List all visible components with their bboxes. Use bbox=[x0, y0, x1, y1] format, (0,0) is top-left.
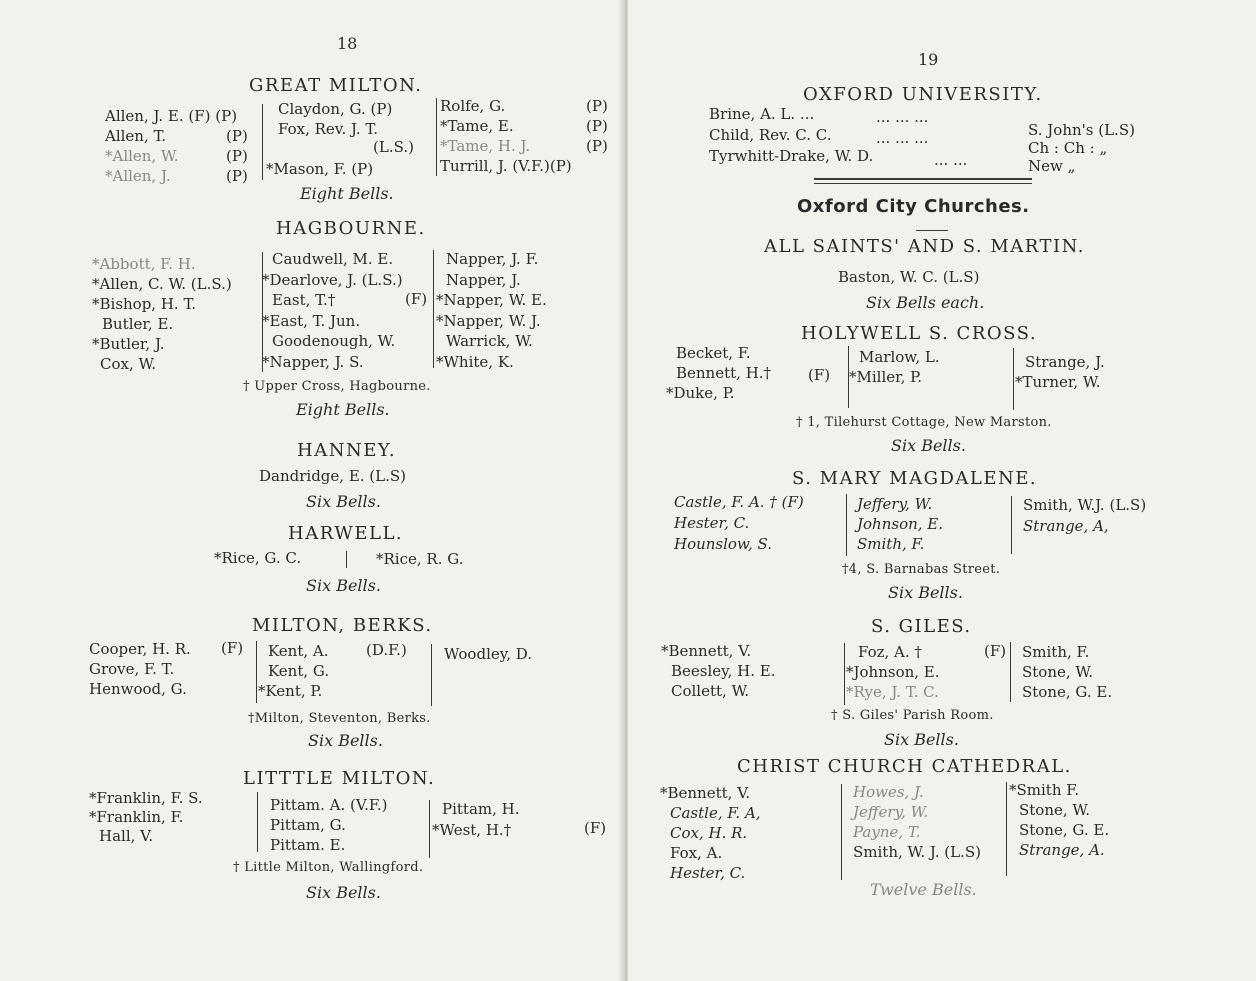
mark: (F) bbox=[984, 642, 1007, 660]
name-entry: *Abbott, F. H. bbox=[92, 255, 196, 273]
column-rule bbox=[256, 641, 257, 703]
name-entry: Caudwell, M. E. bbox=[272, 250, 394, 268]
name-entry: Stone, W. bbox=[1019, 801, 1090, 819]
divider bbox=[814, 183, 1032, 184]
name-entry: Pittam, G. bbox=[270, 816, 346, 834]
name-entry: Collett, W. bbox=[671, 682, 750, 700]
name-entry: Cox, H. R. bbox=[670, 824, 748, 842]
name-entry: *Kent, P. bbox=[258, 682, 323, 700]
page-number: 19 bbox=[918, 50, 939, 69]
little-milton-col2 bbox=[270, 795, 388, 855]
footnote: † S. Giles' Parish Room. bbox=[831, 708, 994, 723]
column-rule bbox=[841, 784, 842, 880]
leader-dots: ... ... ... bbox=[876, 108, 929, 126]
name-entry: Cox, W. bbox=[100, 355, 157, 373]
name-entry: *Rice, G. C. bbox=[214, 549, 302, 567]
section-heading-christ-church: CHRIST CHURCH CATHEDRAL. bbox=[737, 756, 1072, 777]
hagbourne-col1 bbox=[92, 254, 232, 374]
bells-note: Eight Bells. bbox=[300, 184, 394, 203]
name-entry: *Allen, C. W. (L.S.) bbox=[92, 275, 232, 293]
name-entry: Hall, V. bbox=[99, 827, 154, 845]
name-entry: Smith, F. bbox=[857, 535, 925, 553]
little-milton-col3 bbox=[432, 799, 520, 841]
name-entry: Becket, F. bbox=[676, 344, 751, 362]
college-entry: New „ bbox=[1028, 157, 1076, 175]
name-entry: *Johnson, E. bbox=[846, 663, 940, 681]
bells-note: Six Bells. bbox=[306, 576, 381, 595]
column-rule bbox=[1013, 348, 1014, 410]
giles-col2 bbox=[846, 642, 940, 702]
christ-church-col1 bbox=[660, 783, 761, 883]
name-entry: Kent, G. bbox=[268, 662, 330, 680]
name-entry: *Dearlove, J. (L.S.) bbox=[262, 270, 403, 289]
footnote: † 1, Tilehurst Cottage, New Marston. bbox=[796, 415, 1052, 430]
name-entry: Jeffery, W. bbox=[857, 495, 933, 513]
bells-note: Six Bells. bbox=[891, 436, 966, 455]
section-heading-little-milton: LITTTLE MILTON. bbox=[243, 768, 436, 789]
column-rule bbox=[429, 800, 430, 858]
christ-church-col3 bbox=[1009, 780, 1109, 860]
name-entry: *Tame, E. bbox=[440, 117, 514, 135]
leader-dots: ... ... ... bbox=[876, 129, 929, 147]
name-entry: *Napper, W. J. bbox=[436, 311, 541, 330]
little-milton-col1 bbox=[89, 789, 203, 846]
name-entry: East, T.† bbox=[272, 291, 336, 309]
college-entry: Ch : Ch : „ bbox=[1028, 139, 1108, 157]
name-entry: Goodenough, W. bbox=[272, 332, 396, 350]
page-number: 18 bbox=[337, 34, 358, 53]
name-entry: *Franklin, F. S. bbox=[89, 789, 203, 807]
name-entry: Stone, G. E. bbox=[1022, 683, 1113, 701]
name-entry: *Allen, J. bbox=[105, 167, 171, 185]
column-rule bbox=[431, 644, 432, 706]
name-entry: Henwood, G. bbox=[89, 680, 187, 698]
column-rule bbox=[1010, 642, 1011, 702]
mark: (P) bbox=[586, 117, 608, 135]
column-rule bbox=[844, 643, 845, 705]
subtitle-oxford-city-churches: Oxford City Churches. bbox=[797, 196, 1030, 217]
name-entry: Marlow, L. bbox=[859, 348, 940, 366]
great-milton-col3-marks bbox=[586, 96, 608, 156]
christ-church-col2 bbox=[853, 782, 981, 862]
name-entry: *Bennett, V. bbox=[660, 784, 751, 802]
footnote: †Milton, Steventon, Berks. bbox=[248, 711, 431, 726]
mark: (P) bbox=[586, 137, 608, 155]
name-entry: *Miller, P. bbox=[849, 368, 923, 386]
milton-berks-col1 bbox=[89, 639, 191, 699]
name-entry: Johnson, E. bbox=[857, 515, 944, 533]
column-rule bbox=[846, 494, 847, 556]
name-entry: *Franklin, F. bbox=[89, 808, 184, 826]
divider bbox=[814, 178, 1032, 180]
name-entry: Strange, A. bbox=[1019, 841, 1105, 859]
name-entry: Rolfe, G. bbox=[440, 97, 506, 115]
name-entry: Stone, W. bbox=[1022, 663, 1093, 681]
mark: (F) bbox=[584, 819, 607, 837]
section-heading-milton-berks: MILTON, BERKS. bbox=[252, 615, 433, 636]
mark: (F) bbox=[808, 366, 831, 384]
footnote: † Upper Cross, Hagbourne. bbox=[243, 379, 431, 394]
name-entry: Brine, A. L. ... bbox=[709, 105, 815, 123]
section-heading-hagbourne: HAGBOURNE. bbox=[276, 218, 426, 239]
name-entry: Pittam. A. (V.F.) bbox=[270, 796, 388, 814]
name-entry: Cooper, H. R. bbox=[89, 640, 191, 658]
name-entry: Bennett, H.† bbox=[676, 364, 772, 382]
name-entry: *Butler, J. bbox=[92, 335, 165, 353]
column-rule bbox=[257, 792, 258, 852]
name-entry: *Allen, W. bbox=[105, 147, 179, 165]
name-entry: Allen, T. bbox=[105, 127, 167, 145]
column-rule bbox=[1011, 496, 1012, 554]
great-milton-col3 bbox=[440, 96, 572, 176]
section-heading-holywell: HOLYWELL S. CROSS. bbox=[801, 323, 1038, 344]
hagbourne-col3 bbox=[436, 249, 547, 372]
name-entry: *Mason, F. (P) bbox=[266, 160, 374, 178]
section-heading-great-milton: GREAT MILTON. bbox=[249, 75, 423, 96]
name-entry: Grove, F. T. bbox=[89, 660, 175, 678]
name-entry: *White, K. bbox=[436, 352, 514, 371]
bells-note: Six Bells. bbox=[306, 492, 381, 511]
name-entry: Smith, F. bbox=[1022, 643, 1090, 661]
section-heading-oxford-university: OXFORD UNIVERSITY. bbox=[803, 84, 1043, 105]
mark: (P) bbox=[226, 167, 248, 185]
holywell-col2 bbox=[849, 347, 940, 387]
name-entry: Napper, J. F. bbox=[446, 250, 539, 268]
leader-dots: ... ... bbox=[934, 151, 968, 169]
name-entry: *Tame, H. J. bbox=[440, 137, 531, 155]
footnote: †4, S. Barnabas Street. bbox=[842, 562, 1001, 577]
section-heading-mary-magdalene: S. MARY MAGDALENE. bbox=[792, 468, 1038, 489]
mark: (F) bbox=[405, 290, 428, 308]
bells-note: Six Bells. bbox=[308, 731, 383, 750]
name-entry: Jeffery, W. bbox=[853, 803, 929, 821]
name-entry: Hester, C. bbox=[674, 514, 750, 532]
name-entry: *Napper, W. E. bbox=[436, 291, 547, 309]
column-rule bbox=[346, 551, 347, 568]
mark: (P) bbox=[226, 127, 248, 145]
footnote: † Little Milton, Wallingford. bbox=[233, 860, 424, 875]
name-entry: *Rice, R. G. bbox=[376, 550, 464, 568]
name-entry: Claydon, G. (P) bbox=[278, 100, 393, 118]
name-entry: Warrick, W. bbox=[446, 332, 533, 350]
column-rule bbox=[1006, 782, 1007, 876]
name-entry: *Rye, J. T. C. bbox=[846, 683, 939, 701]
name-entry: Kent, A. bbox=[268, 642, 329, 660]
name-entry: Child, Rev. C. C. bbox=[709, 126, 832, 144]
name-entry: Castle, F. A, bbox=[670, 804, 761, 822]
name-entry: Dandridge, E. (L.S) bbox=[259, 467, 407, 485]
mark bbox=[226, 106, 248, 126]
holywell-col1 bbox=[666, 343, 771, 403]
name-entry: Pittam, H. bbox=[442, 800, 520, 818]
mary-magdalene-col2 bbox=[857, 494, 943, 554]
divider bbox=[916, 230, 948, 231]
holywell-col3 bbox=[1015, 352, 1105, 392]
bells-note: Six Bells. bbox=[884, 730, 959, 749]
hagbourne-col2 bbox=[262, 249, 403, 372]
college-entry: S. John's (L.S) bbox=[1028, 121, 1135, 139]
name-entry: Castle, F. A. † (F) bbox=[674, 493, 804, 511]
name-entry: Hounslow, S. bbox=[674, 535, 773, 553]
name-entry: Pittam. E. bbox=[270, 836, 346, 854]
name-entry: (L.S.) bbox=[373, 138, 414, 156]
name-entry: *Turner, W. bbox=[1015, 373, 1101, 391]
name-entry: Allen, J. E. (F) (P) bbox=[105, 107, 238, 125]
name-entry: Tyrwhitt-Drake, W. D. bbox=[709, 147, 874, 165]
bells-note: Eight Bells. bbox=[296, 400, 390, 419]
name-entry: Payne, T. bbox=[853, 823, 921, 841]
name-entry: *Duke, P. bbox=[666, 384, 735, 402]
name-entry: Howes, J. bbox=[853, 783, 924, 801]
mark: (F) bbox=[221, 639, 244, 657]
right-page bbox=[628, 0, 1256, 981]
name-entry: Foz, A. † bbox=[858, 643, 922, 661]
column-rule bbox=[436, 98, 437, 176]
section-heading-hanney: HANNEY. bbox=[297, 440, 397, 461]
name-entry: Fox, Rev. J. T. bbox=[278, 120, 378, 138]
name-entry: Woodley, D. bbox=[444, 645, 533, 663]
name-entry: Strange, A, bbox=[1023, 517, 1109, 535]
name-entry: Napper, J. bbox=[446, 270, 521, 289]
column-rule bbox=[433, 250, 434, 368]
giles-col3 bbox=[1022, 642, 1112, 702]
name-entry: Stone, G. E. bbox=[1019, 821, 1110, 839]
left-page bbox=[0, 0, 624, 981]
name-entry: Baston, W. C. (L.S) bbox=[838, 268, 980, 286]
section-heading-giles: S. GILES. bbox=[871, 616, 972, 637]
giles-col1 bbox=[661, 641, 776, 701]
name-entry: Beesley, H. E. bbox=[671, 662, 776, 680]
mark: (D.F.) bbox=[366, 641, 407, 659]
column-rule bbox=[262, 104, 263, 180]
name-entry: Strange, J. bbox=[1025, 353, 1105, 371]
section-heading-harwell: HARWELL. bbox=[288, 523, 404, 544]
name-entry: Smith, W.J. (L.S) bbox=[1023, 496, 1147, 514]
bells-note: Six Bells. bbox=[888, 583, 963, 602]
great-milton-col1-marks bbox=[226, 106, 248, 186]
name-entry: *Napper, J. S. bbox=[262, 352, 364, 371]
name-entry: Hester, C. bbox=[670, 864, 746, 882]
name-entry: *East, T. Jun. bbox=[262, 311, 361, 330]
section-heading-all-saints: ALL SAINTS' AND S. MARTIN. bbox=[764, 236, 1085, 257]
great-milton-col1 bbox=[105, 106, 237, 186]
name-entry: *Smith F. bbox=[1009, 781, 1080, 799]
mark: (P) bbox=[226, 147, 248, 165]
name-entry: *Bishop, H. T. bbox=[92, 295, 197, 313]
name-entry: Turrill, J. (V.F.)(P) bbox=[440, 157, 572, 175]
bells-note: Six Bells. bbox=[306, 883, 381, 902]
name-entry: Fox, A. bbox=[670, 844, 723, 862]
bells-note: Six Bells each. bbox=[866, 293, 985, 312]
name-entry: Smith, W. J. (L.S) bbox=[853, 843, 981, 861]
name-entry: *West, H.† bbox=[432, 821, 512, 839]
name-entry: Butler, E. bbox=[102, 315, 174, 333]
mary-magdalene-col1 bbox=[674, 492, 804, 555]
name-entry: *Bennett, V. bbox=[661, 642, 752, 660]
milton-berks-col2 bbox=[258, 641, 329, 701]
mark: (P) bbox=[586, 97, 608, 115]
bells-note: Twelve Bells. bbox=[870, 880, 977, 899]
